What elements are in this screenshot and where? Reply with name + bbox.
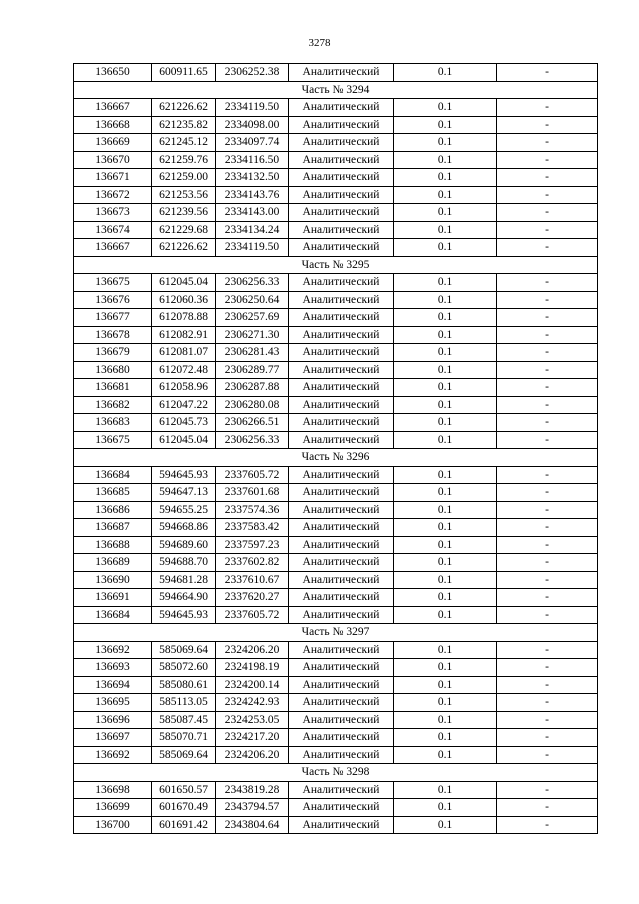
table-row [74,414,598,432]
accuracy-cell: 0.1 [394,589,497,607]
note-cell: - [497,781,598,799]
method-cell: Аналитический [289,431,394,449]
note-cell: - [497,116,598,134]
y-coordinate-cell: 2343804.64 [216,816,289,834]
x-coordinate-cell: 621253.56 [152,186,216,204]
table-row [74,519,598,537]
note-cell: - [497,326,598,344]
method-cell: Аналитический [289,589,394,607]
method-cell: Аналитический [289,414,394,432]
x-coordinate-cell: 594664.90 [152,589,216,607]
note-cell: - [497,414,598,432]
point-id-cell: 136697 [74,729,152,747]
method-cell: Аналитический [289,309,394,327]
x-coordinate-cell: 612081.07 [152,344,216,362]
accuracy-cell: 0.1 [394,239,497,257]
y-coordinate-cell: 2337605.72 [216,606,289,624]
accuracy-cell: 0.1 [394,519,497,537]
section-header-row [74,764,598,782]
y-coordinate-cell: 2334132.50 [216,169,289,187]
note-cell: - [497,711,598,729]
table-row [74,204,598,222]
x-coordinate-cell: 585069.64 [152,746,216,764]
method-cell: Аналитический [289,99,394,117]
x-coordinate-cell: 621239.56 [152,204,216,222]
accuracy-cell: 0.1 [394,431,497,449]
point-id-cell: 136685 [74,484,152,502]
x-coordinate-cell: 585113.05 [152,694,216,712]
x-coordinate-cell: 594647.13 [152,484,216,502]
accuracy-cell: 0.1 [394,816,497,834]
method-cell: Аналитический [289,466,394,484]
point-id-cell: 136677 [74,309,152,327]
table-row [74,239,598,257]
y-coordinate-cell: 2337610.67 [216,571,289,589]
y-coordinate-cell: 2306281.43 [216,344,289,362]
table-row [74,781,598,799]
table-row [74,431,598,449]
y-coordinate-cell: 2306280.08 [216,396,289,414]
y-coordinate-cell: 2343819.28 [216,781,289,799]
point-id-cell: 136675 [74,274,152,292]
accuracy-cell: 0.1 [394,536,497,554]
point-id-cell: 136688 [74,536,152,554]
note-cell: - [497,501,598,519]
table-row [74,606,598,624]
table-row [74,816,598,834]
note-cell: - [497,344,598,362]
point-id-cell: 136673 [74,204,152,222]
accuracy-cell: 0.1 [394,186,497,204]
method-cell: Аналитический [289,116,394,134]
x-coordinate-cell: 621245.12 [152,134,216,152]
point-id-cell: 136675 [74,431,152,449]
table-row [74,659,598,677]
point-id-cell: 136668 [74,116,152,134]
y-coordinate-cell: 2337602.82 [216,554,289,572]
x-coordinate-cell: 594645.93 [152,466,216,484]
accuracy-cell: 0.1 [394,309,497,327]
note-cell: - [497,396,598,414]
coordinates-table-body [74,64,598,834]
x-coordinate-cell: 612045.04 [152,274,216,292]
table-row [74,589,598,607]
accuracy-cell: 0.1 [394,466,497,484]
table-row [74,361,598,379]
point-id-cell: 136687 [74,519,152,537]
x-coordinate-cell: 585070.71 [152,729,216,747]
note-cell: - [497,309,598,327]
x-coordinate-cell: 594688.70 [152,554,216,572]
y-coordinate-cell: 2337583.42 [216,519,289,537]
y-coordinate-cell: 2324242.93 [216,694,289,712]
accuracy-cell: 0.1 [394,676,497,694]
y-coordinate-cell: 2306257.69 [216,309,289,327]
table-row [74,99,598,117]
point-id-cell: 136700 [74,816,152,834]
note-cell: - [497,694,598,712]
table-row [74,694,598,712]
method-cell: Аналитический [289,571,394,589]
accuracy-cell: 0.1 [394,694,497,712]
accuracy-cell: 0.1 [394,64,497,82]
point-id-cell: 136689 [74,554,152,572]
point-id-cell: 136698 [74,781,152,799]
coordinates-table [73,63,598,834]
x-coordinate-cell: 594645.93 [152,606,216,624]
method-cell: Аналитический [289,676,394,694]
table-row [74,151,598,169]
method-cell: Аналитический [289,641,394,659]
point-id-cell: 136690 [74,571,152,589]
table-row [74,501,598,519]
section-header-row [74,81,598,99]
method-cell: Аналитический [289,729,394,747]
note-cell: - [497,554,598,572]
y-coordinate-cell: 2306289.77 [216,361,289,379]
note-cell: - [497,676,598,694]
accuracy-cell: 0.1 [394,99,497,117]
point-id-cell: 136676 [74,291,152,309]
y-coordinate-cell: 2334098.00 [216,116,289,134]
method-cell: Аналитический [289,239,394,257]
note-cell: - [497,64,598,82]
x-coordinate-cell: 621229.68 [152,221,216,239]
x-coordinate-cell: 621259.00 [152,169,216,187]
note-cell: - [497,799,598,817]
table-row [74,326,598,344]
x-coordinate-cell: 621226.62 [152,99,216,117]
note-cell: - [497,274,598,292]
y-coordinate-cell: 2334143.76 [216,186,289,204]
table-row [74,134,598,152]
x-coordinate-cell: 612060.36 [152,291,216,309]
point-id-cell: 136670 [74,151,152,169]
method-cell: Аналитический [289,344,394,362]
note-cell: - [497,186,598,204]
point-id-cell: 136650 [74,64,152,82]
x-coordinate-cell: 594681.28 [152,571,216,589]
note-cell: - [497,431,598,449]
x-coordinate-cell: 612045.04 [152,431,216,449]
page-number: 3278 [308,37,331,49]
x-coordinate-cell: 594689.60 [152,536,216,554]
table-row [74,186,598,204]
method-cell: Аналитический [289,501,394,519]
accuracy-cell: 0.1 [394,571,497,589]
table-row [74,676,598,694]
method-cell: Аналитический [289,816,394,834]
point-id-cell: 136667 [74,239,152,257]
table-row [74,169,598,187]
y-coordinate-cell: 2306250.64 [216,291,289,309]
point-id-cell: 136674 [74,221,152,239]
note-cell: - [497,571,598,589]
section-title: Часть № 3298 [74,764,598,782]
section-header-row [74,449,598,467]
accuracy-cell: 0.1 [394,204,497,222]
note-cell: - [497,536,598,554]
note-cell: - [497,746,598,764]
note-cell: - [497,519,598,537]
table-row [74,571,598,589]
table-row [74,116,598,134]
point-id-cell: 136672 [74,186,152,204]
note-cell: - [497,151,598,169]
point-id-cell: 136671 [74,169,152,187]
table-row [74,309,598,327]
method-cell: Аналитический [289,204,394,222]
y-coordinate-cell: 2306252.38 [216,64,289,82]
y-coordinate-cell: 2334116.50 [216,151,289,169]
section-title: Часть № 3294 [74,81,598,99]
accuracy-cell: 0.1 [394,134,497,152]
y-coordinate-cell: 2337620.27 [216,589,289,607]
method-cell: Аналитический [289,536,394,554]
point-id-cell: 136696 [74,711,152,729]
method-cell: Аналитический [289,659,394,677]
method-cell: Аналитический [289,396,394,414]
point-id-cell: 136694 [74,676,152,694]
table-row [74,466,598,484]
method-cell: Аналитический [289,484,394,502]
x-coordinate-cell: 585069.64 [152,641,216,659]
table-row [74,729,598,747]
y-coordinate-cell: 2306256.33 [216,274,289,292]
accuracy-cell: 0.1 [394,501,497,519]
point-id-cell: 136686 [74,501,152,519]
accuracy-cell: 0.1 [394,361,497,379]
x-coordinate-cell: 612045.73 [152,414,216,432]
x-coordinate-cell: 612078.88 [152,309,216,327]
point-id-cell: 136667 [74,99,152,117]
x-coordinate-cell: 600911.65 [152,64,216,82]
note-cell: - [497,291,598,309]
table-row [74,64,598,82]
section-title: Часть № 3297 [74,624,598,642]
point-id-cell: 136691 [74,589,152,607]
method-cell: Аналитический [289,554,394,572]
table-row [74,554,598,572]
note-cell: - [497,466,598,484]
method-cell: Аналитический [289,326,394,344]
y-coordinate-cell: 2324206.20 [216,641,289,659]
y-coordinate-cell: 2343794.57 [216,799,289,817]
x-coordinate-cell: 601650.57 [152,781,216,799]
point-id-cell: 136681 [74,379,152,397]
method-cell: Аналитический [289,694,394,712]
note-cell: - [497,659,598,677]
method-cell: Аналитический [289,361,394,379]
table-row [74,484,598,502]
note-cell: - [497,641,598,659]
point-id-cell: 136699 [74,799,152,817]
note-cell: - [497,169,598,187]
x-coordinate-cell: 601691.42 [152,816,216,834]
note-cell: - [497,361,598,379]
point-id-cell: 136693 [74,659,152,677]
point-id-cell: 136683 [74,414,152,432]
method-cell: Аналитический [289,711,394,729]
note-cell: - [497,99,598,117]
note-cell: - [497,484,598,502]
method-cell: Аналитический [289,274,394,292]
x-coordinate-cell: 594668.86 [152,519,216,537]
section-title: Часть № 3295 [74,256,598,274]
accuracy-cell: 0.1 [394,116,497,134]
accuracy-cell: 0.1 [394,169,497,187]
table-row [74,396,598,414]
y-coordinate-cell: 2337605.72 [216,466,289,484]
point-id-cell: 136679 [74,344,152,362]
accuracy-cell: 0.1 [394,659,497,677]
note-cell: - [497,729,598,747]
x-coordinate-cell: 601670.49 [152,799,216,817]
method-cell: Аналитический [289,799,394,817]
accuracy-cell: 0.1 [394,729,497,747]
section-header-row [74,256,598,274]
accuracy-cell: 0.1 [394,414,497,432]
point-id-cell: 136678 [74,326,152,344]
table-row [74,221,598,239]
method-cell: Аналитический [289,519,394,537]
note-cell: - [497,239,598,257]
y-coordinate-cell: 2334143.00 [216,204,289,222]
accuracy-cell: 0.1 [394,711,497,729]
accuracy-cell: 0.1 [394,396,497,414]
y-coordinate-cell: 2324217.20 [216,729,289,747]
method-cell: Аналитический [289,606,394,624]
x-coordinate-cell: 621259.76 [152,151,216,169]
accuracy-cell: 0.1 [394,781,497,799]
note-cell: - [497,589,598,607]
accuracy-cell: 0.1 [394,746,497,764]
accuracy-cell: 0.1 [394,606,497,624]
accuracy-cell: 0.1 [394,379,497,397]
point-id-cell: 136684 [74,466,152,484]
y-coordinate-cell: 2306287.88 [216,379,289,397]
method-cell: Аналитический [289,781,394,799]
table-row [74,799,598,817]
x-coordinate-cell: 621235.82 [152,116,216,134]
note-cell: - [497,816,598,834]
y-coordinate-cell: 2324200.14 [216,676,289,694]
table-row [74,291,598,309]
y-coordinate-cell: 2334097.74 [216,134,289,152]
y-coordinate-cell: 2337597.23 [216,536,289,554]
method-cell: Аналитический [289,186,394,204]
note-cell: - [497,221,598,239]
y-coordinate-cell: 2337601.68 [216,484,289,502]
table-row [74,746,598,764]
x-coordinate-cell: 585080.61 [152,676,216,694]
note-cell: - [497,606,598,624]
method-cell: Аналитический [289,169,394,187]
x-coordinate-cell: 594655.25 [152,501,216,519]
accuracy-cell: 0.1 [394,221,497,239]
y-coordinate-cell: 2324198.19 [216,659,289,677]
y-coordinate-cell: 2306266.51 [216,414,289,432]
point-id-cell: 136692 [74,746,152,764]
accuracy-cell: 0.1 [394,151,497,169]
section-header-row [74,624,598,642]
accuracy-cell: 0.1 [394,554,497,572]
method-cell: Аналитический [289,64,394,82]
point-id-cell: 136682 [74,396,152,414]
accuracy-cell: 0.1 [394,344,497,362]
y-coordinate-cell: 2334119.50 [216,99,289,117]
method-cell: Аналитический [289,151,394,169]
method-cell: Аналитический [289,221,394,239]
accuracy-cell: 0.1 [394,291,497,309]
y-coordinate-cell: 2324206.20 [216,746,289,764]
point-id-cell: 136695 [74,694,152,712]
x-coordinate-cell: 612047.22 [152,396,216,414]
y-coordinate-cell: 2334119.50 [216,239,289,257]
table-row [74,379,598,397]
table-row [74,641,598,659]
method-cell: Аналитический [289,379,394,397]
x-coordinate-cell: 585087.45 [152,711,216,729]
note-cell: - [497,379,598,397]
table-row [74,344,598,362]
method-cell: Аналитический [289,291,394,309]
accuracy-cell: 0.1 [394,274,497,292]
section-title: Часть № 3296 [74,449,598,467]
table-row [74,274,598,292]
table-row [74,536,598,554]
accuracy-cell: 0.1 [394,641,497,659]
x-coordinate-cell: 612058.96 [152,379,216,397]
note-cell: - [497,134,598,152]
x-coordinate-cell: 621226.62 [152,239,216,257]
point-id-cell: 136680 [74,361,152,379]
accuracy-cell: 0.1 [394,326,497,344]
y-coordinate-cell: 2334134.24 [216,221,289,239]
x-coordinate-cell: 612072.48 [152,361,216,379]
table-row [74,711,598,729]
y-coordinate-cell: 2324253.05 [216,711,289,729]
point-id-cell: 136692 [74,641,152,659]
y-coordinate-cell: 2306256.33 [216,431,289,449]
x-coordinate-cell: 585072.60 [152,659,216,677]
accuracy-cell: 0.1 [394,799,497,817]
y-coordinate-cell: 2306271.30 [216,326,289,344]
accuracy-cell: 0.1 [394,484,497,502]
method-cell: Аналитический [289,134,394,152]
x-coordinate-cell: 612082.91 [152,326,216,344]
point-id-cell: 136669 [74,134,152,152]
note-cell: - [497,204,598,222]
method-cell: Аналитический [289,746,394,764]
y-coordinate-cell: 2337574.36 [216,501,289,519]
point-id-cell: 136684 [74,606,152,624]
